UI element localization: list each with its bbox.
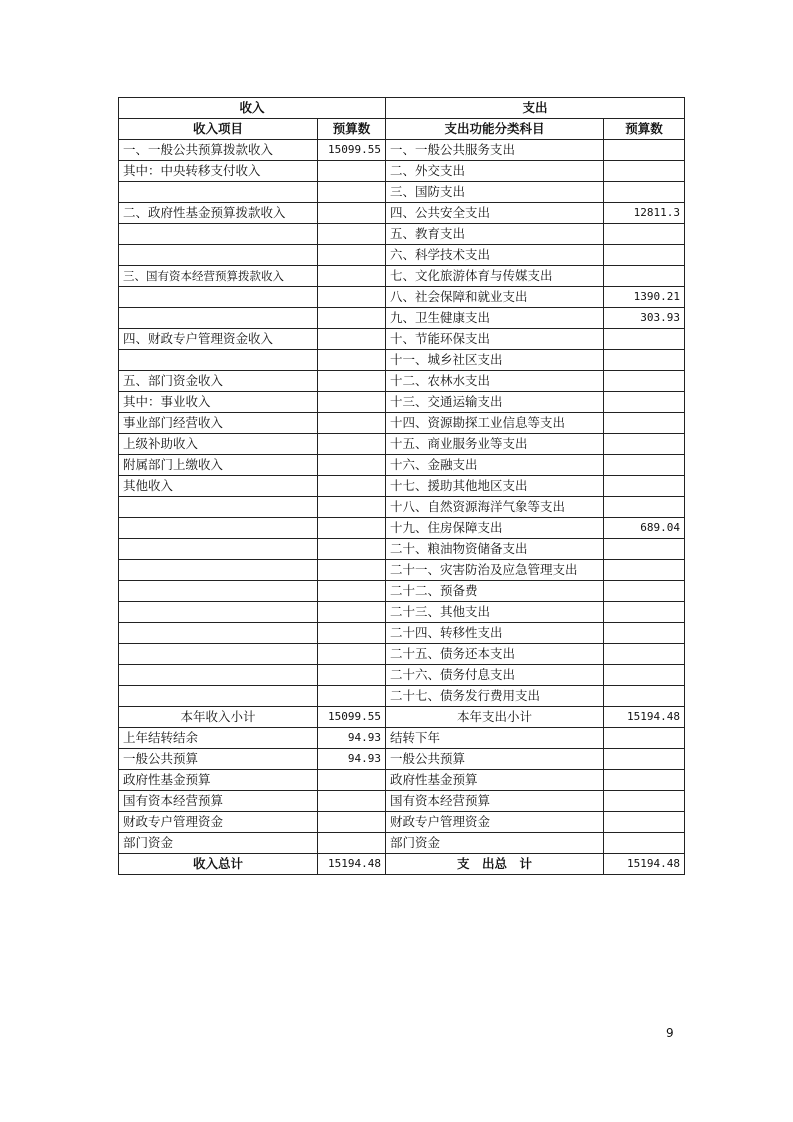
- income-item-cell: [119, 686, 318, 707]
- income-item-cell: [119, 224, 318, 245]
- expense-item-cell: 十七、援助其他地区支出: [386, 476, 604, 497]
- table-row: [119, 245, 685, 266]
- income-item-cell: [119, 518, 318, 539]
- income-item-cell: 部门资金: [119, 833, 318, 854]
- income-budget-cell: [318, 560, 386, 581]
- income-budget-cell: [318, 161, 386, 182]
- table-row: [119, 623, 685, 644]
- expense-item-cell: 财政专户管理资金: [386, 812, 604, 833]
- income-item-cell: 其中：中央转移支付收入: [119, 161, 318, 182]
- income-item-cell: [119, 308, 318, 329]
- expense-item-cell: 十二、农林水支出: [386, 371, 604, 392]
- expense-item-cell: 十、节能环保支出: [386, 329, 604, 350]
- income-item-cell: [119, 182, 318, 203]
- table-row: [119, 560, 685, 581]
- expense-item-cell: 十六、金融支出: [386, 455, 604, 476]
- expense-budget-cell: [604, 686, 685, 707]
- table-row: [119, 686, 685, 707]
- table-row: [119, 665, 685, 686]
- table-row: [119, 497, 685, 518]
- income-item-cell: 上级补助收入: [119, 434, 318, 455]
- carry-row: [119, 833, 685, 854]
- income-budget-cell: [318, 518, 386, 539]
- income-budget-cell: [318, 455, 386, 476]
- income-item-cell: [119, 581, 318, 602]
- expense-budget-cell: [604, 476, 685, 497]
- expense-item-cell: 二十、粮油物资储备支出: [386, 539, 604, 560]
- income-item-cell: [119, 560, 318, 581]
- expense-budget-cell: [604, 728, 685, 749]
- income-budget-cell: 15194.48: [318, 854, 386, 875]
- table-row: [119, 350, 685, 371]
- table-row: [119, 644, 685, 665]
- income-budget-cell: [318, 308, 386, 329]
- table-row: [119, 476, 685, 497]
- income-budget-cell: [318, 371, 386, 392]
- income-budget-cell: [318, 266, 386, 287]
- table-row: [119, 161, 685, 182]
- income-budget-cell: [318, 182, 386, 203]
- income-budget-cell: 15099.55: [318, 707, 386, 728]
- income-item-header: 收入项目: [119, 119, 318, 140]
- income-budget-cell: [318, 413, 386, 434]
- table-row: [119, 287, 685, 308]
- income-budget-cell: [318, 329, 386, 350]
- expense-item-cell: 十九、住房保障支出: [386, 518, 604, 539]
- income-item-cell: 财政专户管理资金: [119, 812, 318, 833]
- income-budget-cell: [318, 224, 386, 245]
- income-item-cell: [119, 623, 318, 644]
- expense-item-cell: 十八、自然资源海洋气象等支出: [386, 497, 604, 518]
- table-row: [119, 224, 685, 245]
- expense-budget-cell: [604, 539, 685, 560]
- income-item-cell: [119, 539, 318, 560]
- expense-budget-cell: [604, 497, 685, 518]
- expense-budget-cell: [604, 812, 685, 833]
- expense-budget-cell: [604, 182, 685, 203]
- table-row: [119, 602, 685, 623]
- expense-item-cell: 二十二、预备费: [386, 581, 604, 602]
- expense-budget-cell: [604, 833, 685, 854]
- table-row: [119, 308, 685, 329]
- expense-item-cell: 二、外交支出: [386, 161, 604, 182]
- income-item-cell: 三、国有资本经营预算拨款收入: [119, 266, 318, 287]
- expense-budget-cell: [604, 140, 685, 161]
- income-item-cell: [119, 245, 318, 266]
- income-budget-cell: [318, 581, 386, 602]
- carry-row: [119, 770, 685, 791]
- table-row: [119, 329, 685, 350]
- table-row: [119, 140, 685, 161]
- expense-budget-cell: [604, 644, 685, 665]
- income-item-cell: 事业部门经营收入: [119, 413, 318, 434]
- expense-item-cell: 八、社会保障和就业支出: [386, 287, 604, 308]
- income-item-cell: 一、一般公共预算拨款收入: [119, 140, 318, 161]
- table-row: [119, 539, 685, 560]
- expense-section-header: 支出: [386, 98, 685, 119]
- page-number: 9: [666, 1026, 674, 1040]
- income-item-cell: [119, 497, 318, 518]
- expense-budget-cell: [604, 350, 685, 371]
- expense-budget-cell: 303.93: [604, 308, 685, 329]
- income-budget-cell: 15099.55: [318, 140, 386, 161]
- expense-item-cell: 二十四、转移性支出: [386, 623, 604, 644]
- income-item-cell: 二、政府性基金预算拨款收入: [119, 203, 318, 224]
- income-item-cell: [119, 665, 318, 686]
- carry-row: [119, 749, 685, 770]
- table-row: [119, 581, 685, 602]
- expense-item-cell: 二十一、灾害防治及应急管理支出: [386, 560, 604, 581]
- expense-item-cell: 十一、城乡社区支出: [386, 350, 604, 371]
- income-budget-cell: [318, 539, 386, 560]
- expense-budget-cell: [604, 581, 685, 602]
- income-budget-cell: [318, 287, 386, 308]
- income-section-header: 收入: [119, 98, 386, 119]
- carry-row: [119, 791, 685, 812]
- header-row-columns: [119, 119, 685, 140]
- income-budget-cell: 94.93: [318, 749, 386, 770]
- expense-budget-cell: [604, 413, 685, 434]
- income-item-cell: 其他收入: [119, 476, 318, 497]
- expense-item-cell: 五、教育支出: [386, 224, 604, 245]
- expense-budget-header: 预算数: [604, 119, 685, 140]
- expense-item-cell: 部门资金: [386, 833, 604, 854]
- expense-budget-cell: [604, 161, 685, 182]
- expense-item-cell: 九、卫生健康支出: [386, 308, 604, 329]
- expense-budget-cell: 689.04: [604, 518, 685, 539]
- expense-item-cell: 四、公共安全支出: [386, 203, 604, 224]
- income-budget-cell: [318, 245, 386, 266]
- income-item-cell: [119, 602, 318, 623]
- income-budget-cell: [318, 644, 386, 665]
- expense-item-cell: 二十三、其他支出: [386, 602, 604, 623]
- income-budget-cell: [318, 623, 386, 644]
- income-budget-cell: [318, 833, 386, 854]
- expense-item-cell: 十四、资源勘探工业信息等支出: [386, 413, 604, 434]
- table-row: [119, 413, 685, 434]
- expense-budget-cell: [604, 770, 685, 791]
- table-row: [119, 203, 685, 224]
- expense-budget-cell: [604, 392, 685, 413]
- expense-budget-cell: [604, 224, 685, 245]
- income-budget-header: 预算数: [318, 119, 386, 140]
- expense-item-cell: 二十五、债务还本支出: [386, 644, 604, 665]
- expense-budget-cell: [604, 434, 685, 455]
- expense-budget-cell: [604, 560, 685, 581]
- expense-budget-cell: [604, 266, 685, 287]
- expense-item-cell: 十五、商业服务业等支出: [386, 434, 604, 455]
- expense-item-cell: 结转下年: [386, 728, 604, 749]
- income-item-cell: [119, 350, 318, 371]
- budget-table: [118, 97, 685, 875]
- table-row: [119, 434, 685, 455]
- total-row: [119, 854, 685, 875]
- header-row-sections: [119, 98, 685, 119]
- income-budget-cell: [318, 497, 386, 518]
- table-row: [119, 371, 685, 392]
- income-budget-cell: [318, 203, 386, 224]
- income-item-cell: 国有资本经营预算: [119, 791, 318, 812]
- expense-budget-cell: [604, 749, 685, 770]
- table-row: [119, 266, 685, 287]
- income-item-cell: 附属部门上缴收入: [119, 455, 318, 476]
- income-budget-cell: [318, 602, 386, 623]
- income-budget-cell: [318, 791, 386, 812]
- expense-budget-cell: 12811.3: [604, 203, 685, 224]
- table-row: [119, 518, 685, 539]
- expense-item-cell: 十三、交通运输支出: [386, 392, 604, 413]
- income-budget-cell: [318, 686, 386, 707]
- income-budget-cell: 94.93: [318, 728, 386, 749]
- carry-row: [119, 728, 685, 749]
- expense-item-cell: 二十七、债务发行费用支出: [386, 686, 604, 707]
- expense-budget-cell: [604, 455, 685, 476]
- income-budget-cell: [318, 476, 386, 497]
- income-item-cell: 五、部门资金收入: [119, 371, 318, 392]
- income-budget-cell: [318, 812, 386, 833]
- income-item-cell: 政府性基金预算: [119, 770, 318, 791]
- income-item-cell: [119, 644, 318, 665]
- expense-item-header: 支出功能分类科目: [386, 119, 604, 140]
- income-budget-cell: [318, 392, 386, 413]
- expense-budget-cell: [604, 623, 685, 644]
- income-item-cell: 收入总计: [119, 854, 318, 875]
- expense-item-cell: 国有资本经营预算: [386, 791, 604, 812]
- expense-budget-cell: 15194.48: [604, 707, 685, 728]
- income-item-cell: 一般公共预算: [119, 749, 318, 770]
- expense-budget-cell: [604, 665, 685, 686]
- carry-row: [119, 812, 685, 833]
- expense-item-cell: 政府性基金预算: [386, 770, 604, 791]
- expense-budget-cell: 1390.21: [604, 287, 685, 308]
- expense-budget-cell: [604, 371, 685, 392]
- income-item-cell: 本年收入小计: [119, 707, 318, 728]
- budget-table-body: [119, 98, 685, 875]
- expense-budget-cell: [604, 602, 685, 623]
- table-row: [119, 455, 685, 476]
- expense-budget-cell: [604, 791, 685, 812]
- expense-item-cell: 一般公共预算: [386, 749, 604, 770]
- income-budget-cell: [318, 770, 386, 791]
- income-item-cell: 四、财政专户管理资金收入: [119, 329, 318, 350]
- expense-item-cell: 六、科学技术支出: [386, 245, 604, 266]
- expense-item-cell: 一、一般公共服务支出: [386, 140, 604, 161]
- subtotal-row: [119, 707, 685, 728]
- income-budget-cell: [318, 350, 386, 371]
- expense-item-cell: 七、文化旅游体育与传媒支出: [386, 266, 604, 287]
- expense-budget-cell: [604, 329, 685, 350]
- table-row: [119, 392, 685, 413]
- table-row: [119, 182, 685, 203]
- income-budget-cell: [318, 665, 386, 686]
- income-item-cell: 上年结转结余: [119, 728, 318, 749]
- expense-item-cell: 本年支出小计: [386, 707, 604, 728]
- expense-item-cell: 支 出总 计: [386, 854, 604, 875]
- expense-budget-cell: [604, 245, 685, 266]
- expense-item-cell: 三、国防支出: [386, 182, 604, 203]
- expense-budget-cell: 15194.48: [604, 854, 685, 875]
- income-item-cell: 其中：事业收入: [119, 392, 318, 413]
- income-item-cell: [119, 287, 318, 308]
- income-budget-cell: [318, 434, 386, 455]
- expense-item-cell: 二十六、债务付息支出: [386, 665, 604, 686]
